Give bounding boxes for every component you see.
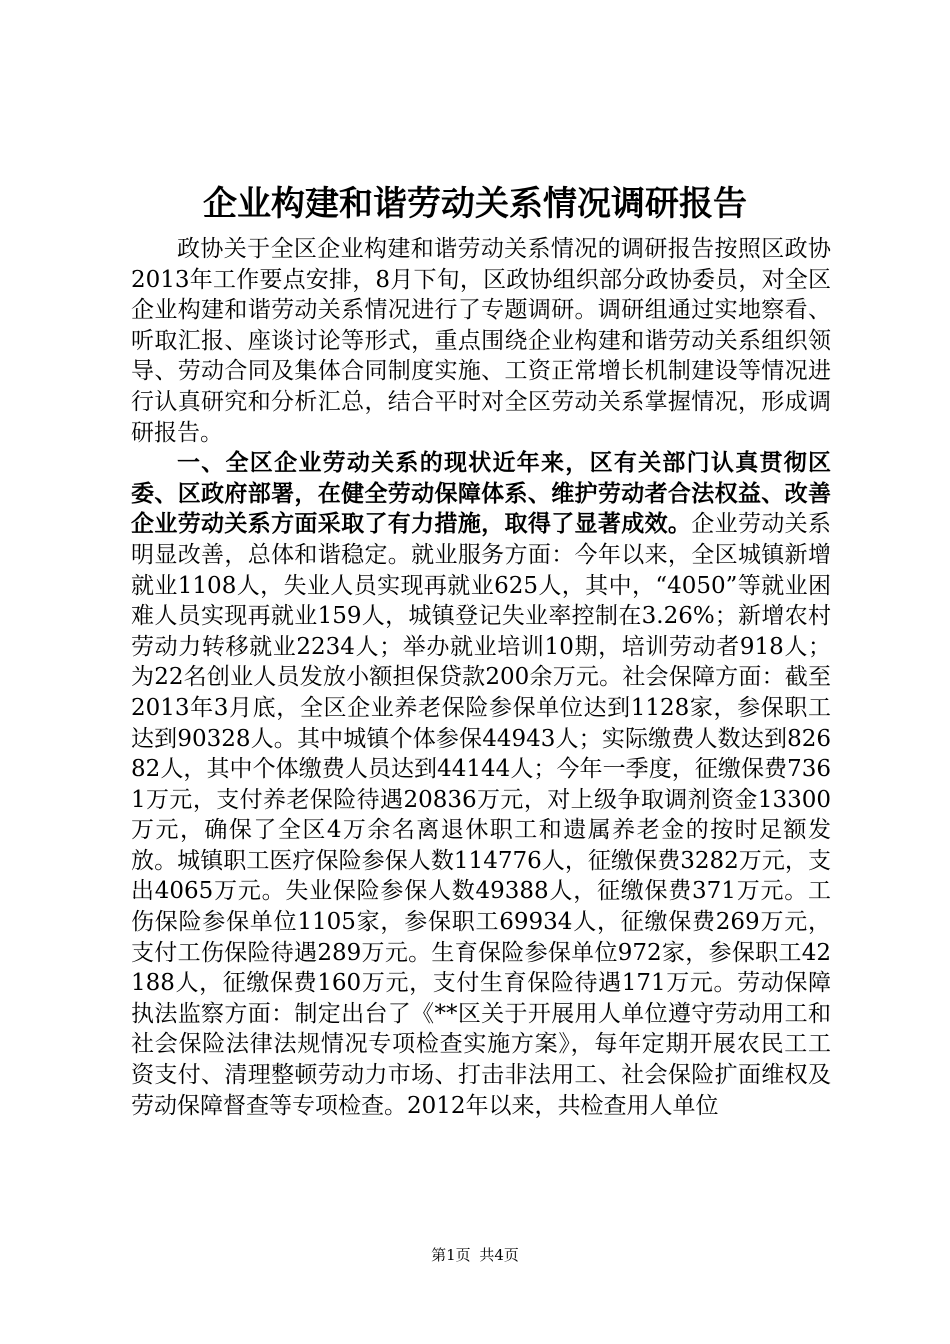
page-total: 共4页	[479, 1246, 519, 1264]
paragraph-text: 政协关于全区企业构建和谐劳动关系情况的调研报告按照区政协2013年工作要点安排，8月下旬，区政协组织部分政协委员，对全区企业构建和谐劳动关系情况进行了专题调研。调研组通过实地察看、听取汇报、座谈讨论等形式，重点围绕企业构建和谐劳动关系组织领导、劳动合同及集体合同制度实施、工资正常增长机制建设等情况进行认真研究和分析汇总，结合平时对全区劳动关系掌握情况，形成调研报告。	[131, 236, 831, 446]
document-title: 企业构建和谐劳动关系情况调研报告	[203, 184, 747, 224]
paragraph-text: 企业劳动关系明显改善，总体和谐稳定。就业服务方面：今年以来，全区城镇新增就业1108人，失业人员实现再就业625人，其中，“4050”等就业困难人员实现再就业159人，城镇登记失业率控制在3.26%；新增农村劳动力转移就业2234人；举办就业培训10期，培训劳动者918人；为22名创业人员发放小额担保贷款200余万元。社会保障方面：截至2013年3月底，全区企业养老保险参保单位达到1128家，参保职工达到90328人。其中城镇个体参保44943人；实际缴费人数达到82682人，其中个体缴费人员达到44144人；今年一季度，征缴保费7361万元，支付养老保险待遇20836万元，对上级争取调剂资金13300万元，确保了全区4万余名离退休职工和遗属养老金的按时足额发放。城镇职工医疗保险参保人数114776人，征缴保费3282万元，支出4065万元。失业保险参保人数49388人，征缴保费371万元。工伤保险参保单位1105家，参保职工69934人，征缴保费269万元，支付工伤保险待遇289万元。生育保险参保单位972家，参保职工42188人，征缴保费160万元，支付生育保险待遇171万元。劳动保障执法监察方面：制定出台了《**区关于开展用人单位遵守劳动用工和社会保险法律法规情况专项检查实施方案》，每年定期开展农民工工资支付、清理整顿劳动力市场、打击非法用工、社会保险扩面维权及劳动保障督查等专项检查。2012年以来，共检查用人单位	[131, 511, 832, 1119]
paragraph-intro	[131, 234, 831, 448]
page-footer	[0, 1245, 950, 1265]
document-body	[131, 234, 831, 1121]
paragraph-bold-lead: 一、全区企业劳动关系的现状近年来，区有关部门认真贯彻区委、区政府部署，在健全劳动保障体系、维护劳动者合法权益、改善企业劳动关系方面采取了有力措施，取得了显著成效。	[131, 449, 831, 538]
page-number: 第1页	[431, 1246, 471, 1264]
paragraph-section-one	[131, 448, 831, 1121]
